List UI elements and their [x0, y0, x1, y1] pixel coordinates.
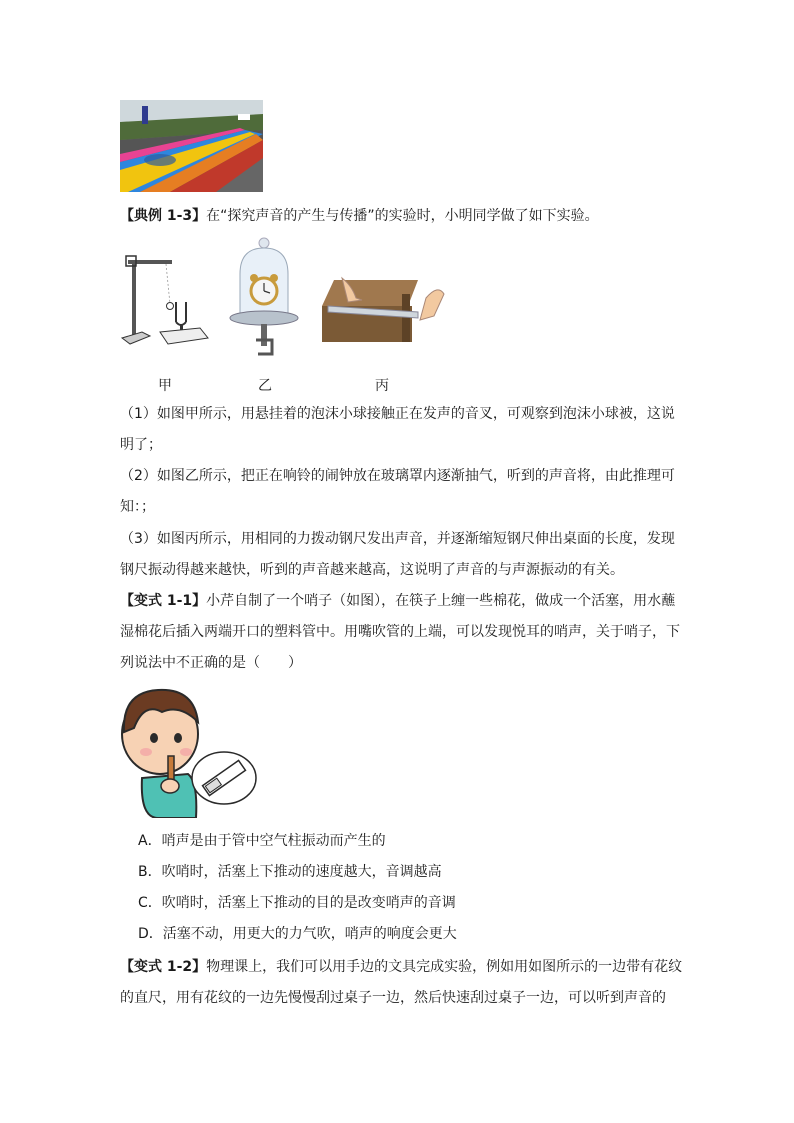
boy-whistle-illustration: [118, 682, 260, 818]
figure-bell-jar: [228, 236, 304, 360]
q3-line1: （3）如图丙所示，用相同的力拨动钢尺发出声音，并逐渐缩短钢尺伸出桌面的长度，发现: [120, 531, 675, 547]
variant-1-2-prefix: 【变式 1-2】: [120, 959, 207, 975]
variant-1-1-line2: 湿棉花后插入两端开口的塑料管中。用嘴吹管的上端，可以发现悦耳的哨声，关于哨子，下: [120, 624, 680, 640]
q2-line2: 知：；: [120, 499, 155, 515]
example-1-3-prefix: 【典例 1-3】: [120, 208, 207, 224]
q1-line1: （1）如图甲所示，用悬挂着的泡沫小球接触正在发声的音叉，可观察到泡沫小球被，这说: [120, 406, 675, 422]
q1-line2: 明了；: [120, 437, 162, 453]
option-d: D．活塞不动，用更大的力气吹，哨声的响度会更大: [138, 926, 457, 942]
example-1-3-title: [120, 206, 680, 226]
option-b: B．吹哨时，活塞上下推动的速度越大，音调越高: [138, 864, 442, 880]
figure-label-bing: 丙: [375, 378, 389, 394]
figure-tuning-fork: [120, 252, 210, 350]
q3-line2: 钢尺振动得越来越快，听到的声音越来越高，这说明了声音的与声源振动的有关。: [120, 562, 624, 578]
variant-1-1-line1: [120, 591, 680, 611]
variant-1-1-line3: 列说法中不正确的是（ ）: [120, 655, 302, 671]
variant-1-1-prefix: 【变式 1-1】: [120, 593, 207, 609]
q2-line1: （2）如图乙所示，把正在响铃的闹钟放在玻璃罩内逐渐抽气，听到的声音将，由此推理可: [120, 468, 675, 484]
variant-1-2-line1: [120, 957, 683, 977]
option-c: C．吹哨时，活塞上下推动的目的是改变哨声的音调: [138, 895, 456, 911]
figure-label-yi: 乙: [258, 378, 272, 394]
figure-label-jia: 甲: [158, 378, 172, 394]
variant-1-1-text: 小芹自制了一个哨子（如图），在筷子上缠一些棉花，做成一个活塞，用水蘸: [206, 593, 676, 609]
variant-1-2-line2: 的直尺，用有花纹的一边先慢慢刮过桌子一边，然后快速刮过桌子一边，可以听到声音的: [120, 990, 666, 1006]
option-a: A．哨声是由于管中空气柱振动而产生的: [138, 833, 386, 849]
road-photo: [120, 100, 263, 192]
figure-ruler-table: [322, 276, 450, 344]
variant-1-2-text: 物理课上，我们可以用手边的文具完成实验，例如用如图所示的一边带有花纹: [206, 959, 683, 975]
example-1-3-text: 在“探究声音的产生与传播”的实验时，小明同学做了如下实验。: [206, 208, 599, 224]
